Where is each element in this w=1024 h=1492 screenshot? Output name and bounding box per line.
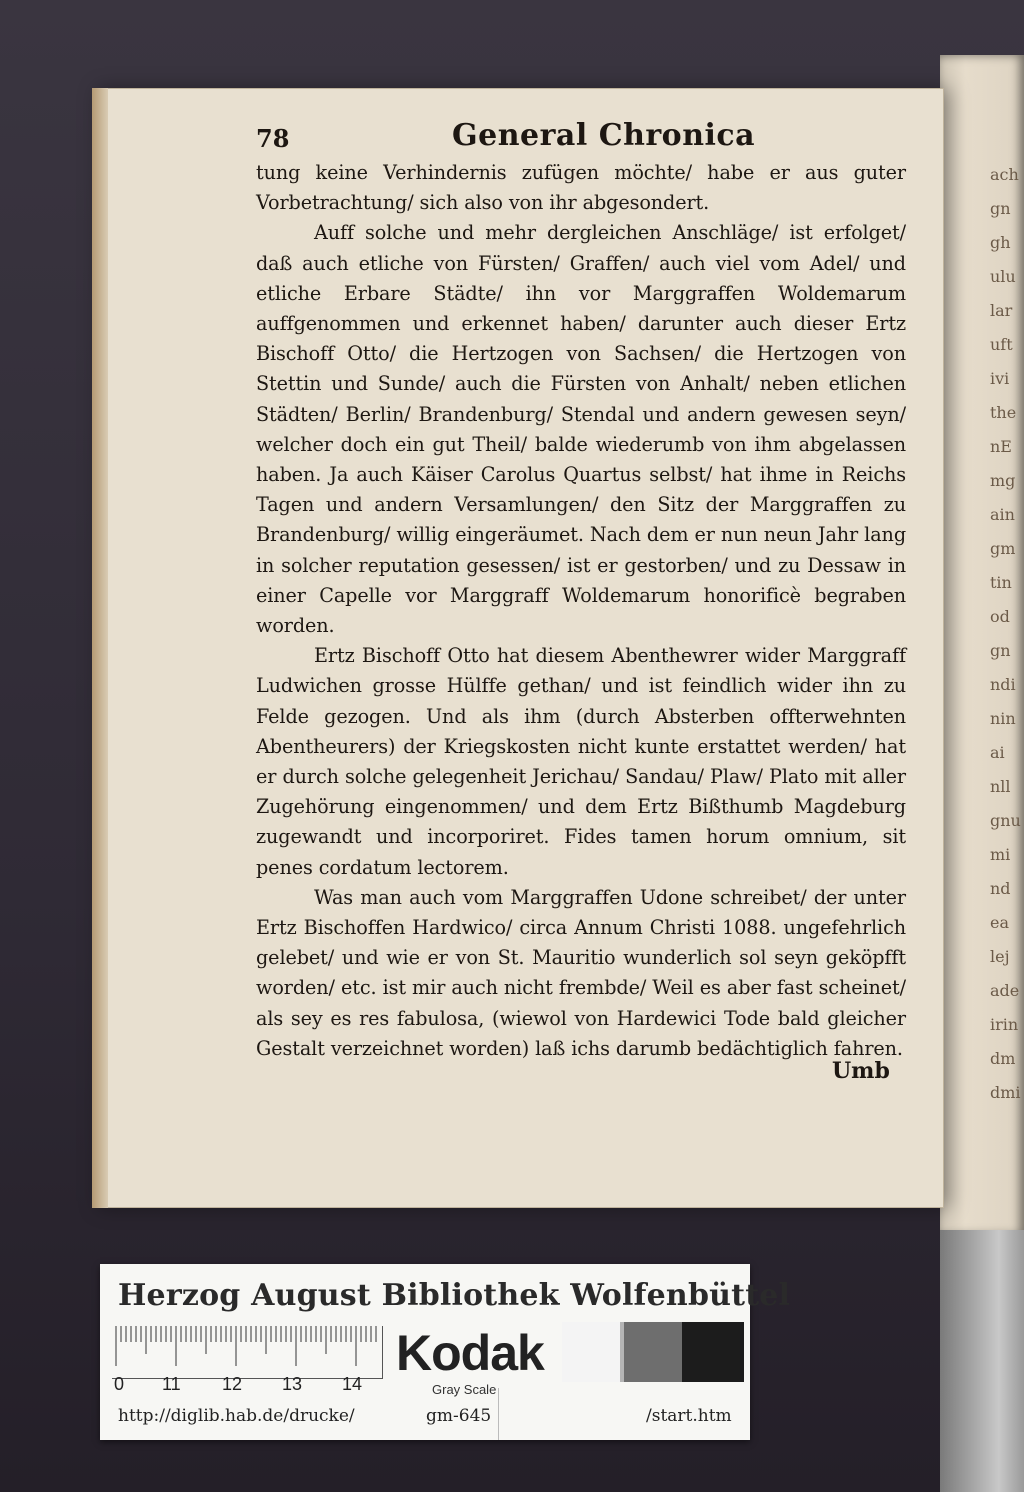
adjacent-text-fragment: lej — [990, 947, 1010, 966]
catchword: Umb — [832, 1058, 890, 1084]
paragraph: Was man auch vom Marggraffen Udone schreibet/ der unter Ertz Bischoffen Hardwico/ circa Annum Christi 1088. ungefehrlich gelebet/ und wie er von St. Mauritio wunderlich sol seyn geköpfft worden/ etc. ist mir auch nicht frembde/ Weil es aber fast scheinet/ als sey es res fabulosa, (wiewol von Hardewici Tode bald gleicher Gestalt verzeichnet worden) laß ichs darumb bedächtiglich fahren. — [256, 885, 906, 1060]
adjacent-text-fragment: uft — [990, 335, 1013, 354]
adjacent-text-fragment: gn — [990, 199, 1011, 218]
adjacent-text-fragment: nin — [990, 709, 1016, 728]
gray-scale-label: Gray Scale — [432, 1382, 497, 1397]
adjacent-text-fragment: ivi — [990, 369, 1010, 388]
adjacent-text-fragment: ade — [990, 981, 1020, 1000]
adjacent-text-fragment: ea — [990, 913, 1010, 932]
adjacent-text-fragment: ulu — [990, 267, 1016, 286]
color-calibration-card — [100, 1264, 791, 1440]
paragraph: Auff solche und mehr dergleichen Anschläge/ ist erfolget/ daß auch etliche von Fürsten/ Graffen/ auch viel vom Adel/ und etliche Erbare Städte/ ihn vor Marggraffen Woldemarum auffgenommen und erkennet haben/ darunter auch dieser Ertz Bischoff Otto/ die Hertzogen von Sachsen/ die Hertzogen von Stettin und Sunde/ auch die Fürsten von Anhalt/ neben etlichen Städten/ Berlin/ Brandenburg/ Stendal und andern gewesen seyn/ welcher doch ein gut Theil/ balde wiederumb von ihm abgelassen haben. Ja auch Käiser Carolus Quartus selbst/ hat ihme in Reichs Tagen und andern Versamlungen/ den Sitz der Marggraffen zu Brandenburg/ willig eingeräumet. Nach dem er nun neun Jahr lang in solcher reputation gesessen/ ist er gestorben/ und zu Dessaw in einer Capelle vor Marggraff Woldemarum honorificè begraben worden. — [256, 221, 906, 638]
running-head — [256, 118, 906, 154]
page-text-block — [256, 118, 906, 1064]
adjacent-text-fragment: od — [990, 607, 1010, 626]
gray-swatch — [682, 1322, 744, 1382]
adjacent-text-fragment: gnu — [990, 811, 1021, 830]
url-identifier: gm-645 — [426, 1406, 492, 1426]
adjacent-text-fragment: irin — [990, 1015, 1019, 1034]
adjacent-text-fragment: nE — [990, 437, 1012, 456]
adjacent-text-fragment: nll — [990, 777, 1011, 796]
scanner-bed-edge — [940, 1230, 1024, 1492]
adjacent-text-fragment: ndi — [990, 675, 1016, 694]
adjacent-text-fragment: lar — [990, 301, 1013, 320]
ruler-number: 14 — [342, 1374, 363, 1394]
ruler-number: 0 — [114, 1374, 125, 1394]
adjacent-text-fragment: dmi — [990, 1083, 1021, 1102]
gray-swatch — [562, 1322, 620, 1382]
adjacent-page-edge — [940, 55, 1024, 1235]
ruler-number: 12 — [222, 1374, 243, 1394]
running-head-title: General Chronica — [452, 118, 756, 153]
library-name: Herzog August Bibliothek Wolfenbüttel — [118, 1278, 791, 1313]
paragraph: tung keine Verhindernis zufügen möchte/ habe er aus guter Vorbetrachtung/ sich also von ihr abgesondert. — [256, 161, 906, 215]
measurement-ruler — [112, 1326, 383, 1379]
paragraph: Ertz Bischoff Otto hat diesem Abenthewrer wider Marggraff Ludwichen grosse Hülffe gethan/ und ist feindlich wider ihn zu Felde gezogen. Und als ihm (durch Absterben offterwehnten Abentheurers) der Kriegskosten nicht kunte erstattet werden/ hat er durch solche gelegenheit Jerichau/ Sandau/ Plaw/ Plato mit aller Zugehörung eingenommen/ und dem Ertz Bißthumb Magdeburg zugewandt und incorporiret. Fides tamen horum omnium, sit penes cordatum lectorem. — [256, 644, 906, 879]
adjacent-text-fragment: dm — [990, 1049, 1016, 1068]
adjacent-text-fragment: ain — [990, 505, 1015, 524]
adjacent-text-fragment: mi — [990, 845, 1011, 864]
url-prefix: http://diglib.hab.de/drucke/ — [118, 1406, 355, 1426]
gray-swatch — [624, 1322, 682, 1382]
adjacent-text-fragment: ach — [990, 165, 1019, 184]
adjacent-text-fragment: tin — [990, 573, 1012, 592]
adjacent-text-fragment: gh — [990, 233, 1011, 252]
url-suffix: /start.htm — [646, 1406, 732, 1426]
ruler-ticks — [112, 1326, 382, 1378]
kodak-logo: Kodak — [396, 1325, 544, 1381]
ruler-number: 13 — [282, 1374, 303, 1394]
card-divider — [498, 1388, 499, 1440]
adjacent-text-fragment: nd — [990, 879, 1011, 898]
adjacent-text-fragment: gn — [990, 641, 1011, 660]
adjacent-text-fragment: gm — [990, 539, 1016, 558]
adjacent-text-fragment: mg — [990, 471, 1016, 490]
adjacent-text-fragment: ai — [990, 743, 1005, 762]
adjacent-text-fragment: the — [990, 403, 1017, 422]
ruler-number: 11 — [162, 1374, 181, 1394]
page-number: 78 — [256, 124, 290, 153]
